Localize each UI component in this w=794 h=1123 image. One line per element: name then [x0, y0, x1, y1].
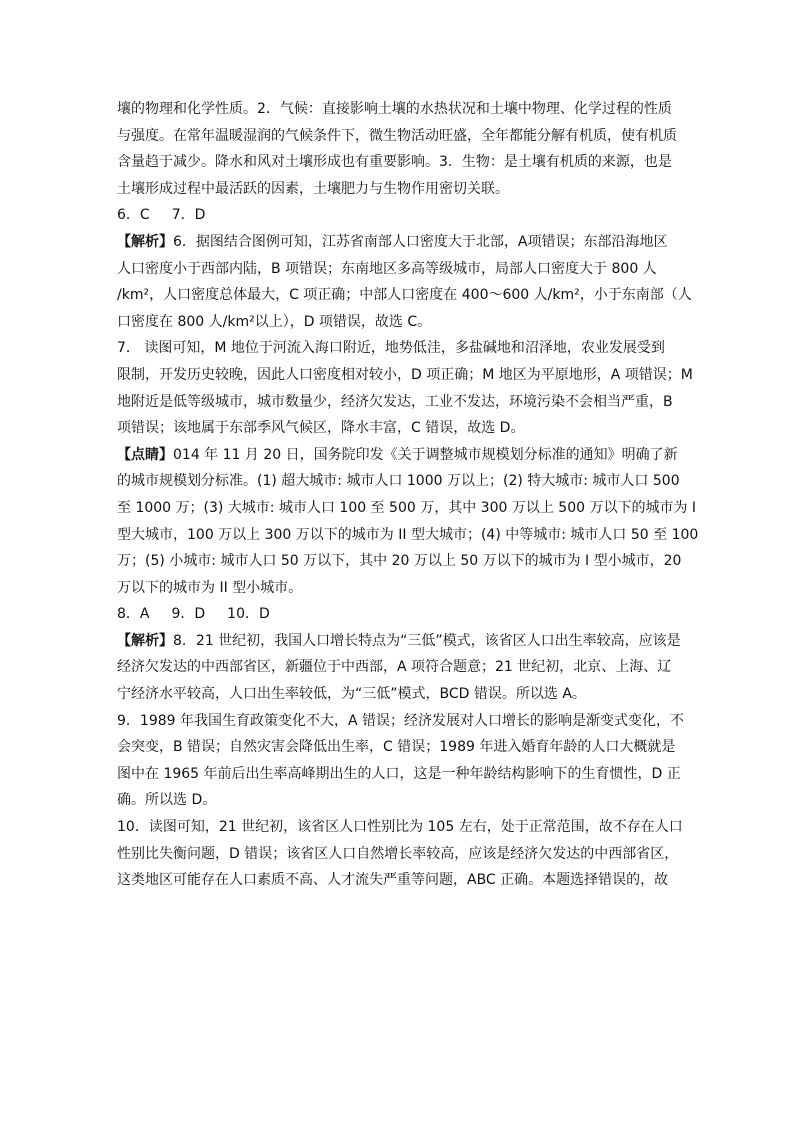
text-line: 确。所以选 D。 [117, 792, 217, 809]
key-point [117, 442, 697, 602]
text-line: 这类地区可能存在人口素质不高、人才流失严重等问题，ABC 正确。本题选择错误的，故 [117, 872, 669, 889]
analysis-8 [117, 628, 697, 708]
answer-row-8-10 [117, 601, 697, 628]
analysis-10 [117, 814, 697, 894]
text-line: 6．据图结合图例可知，江苏省南部人口密度大于北部，A项错误；东部沿海地区 [173, 233, 668, 250]
text-line: 8．21 世纪初，我国人口增长特点为“三低”模式，该省区人口出生率较高，应该是 [173, 632, 681, 649]
text-line: 人口密度小于西部内陆，B 项错误；东南地区多高等级城市，局部人口密度大于 800 人 [117, 260, 657, 277]
text-line: 性别比失衡问题，D 错误；该省区人口自然增长率较高，应该是经济欠发达的中西部省区， [117, 845, 679, 862]
text-line: 宁经济水平较高，人口出生率较低，为“三低”模式，BCD 错误。所以选 A。 [117, 686, 586, 703]
analysis-label: 【解析】 [117, 233, 173, 250]
key-point-label: 【点睛】 [117, 446, 173, 463]
text-line: 土壤形成过程中最活跃的因素，土壤肥力与生物作用密切关联。 [117, 180, 509, 197]
text-line: /km²，人口密度总体最大，C 项正确；中部人口密度在 400～600 人/km²，小于东南部（人 [117, 287, 692, 304]
analysis-7 [117, 335, 697, 441]
text-line: 口密度在 800 人/km²以上），D 项错误，故选 C。 [117, 313, 432, 330]
answer-10: 10．D [227, 606, 270, 623]
answer-row-6-7 [117, 202, 697, 229]
text-line: 项错误；该地属于东部季风气候区，降水丰富，C 错误，故选 D。 [117, 420, 525, 437]
text-line: 含量趋于减少。降水和风对土壤形成也有重要影响。3．生物：是土壤有机质的来源，也是 [117, 154, 672, 171]
analysis-label: 【解析】 [117, 632, 173, 649]
text-line: 图中在 1965 年前后出生率高峰期出生的人口，这是一种年龄结构影响下的生育惯性，D 正 [117, 765, 681, 782]
text-line: 限制，开发历史较晚，因此人口密度相对较小，D 项正确；M 地区为平原地形，A 项错误；M [117, 366, 693, 383]
analysis-6 [117, 229, 697, 335]
answer-8: 8．A [117, 606, 150, 623]
text-line: 与强度。在常年温暖湿润的气候条件下，微生物活动旺盛，全年都能分解有机质，使有机质 [117, 127, 677, 144]
document-page [117, 96, 697, 894]
answer-9: 9．D [171, 606, 206, 623]
text-line: 会突变，B 错误；自然灾害会降低出生率，C 错误；1989 年进入婚育年龄的人口大概就是 [117, 739, 676, 756]
text-line: 型大城市，100 万以上 300 万以下的城市为 II 型大城市；(4) 中等城市: 城市人口 50 至 100 [117, 526, 699, 543]
paragraph-soil-factors [117, 96, 697, 202]
text-line: 至 1000 万；(3) 大城市: 城市人口 100 至 500 万，其中 300 万以上 500 万以下的城市为 I [117, 499, 697, 516]
text-line: 的城市规模划分标准。(1) 超大城市: 城市人口 1000 万以上；(2) 特大城市: 城市人口 500 [117, 473, 680, 490]
analysis-9 [117, 708, 697, 814]
text-line: 万；(5) 小城市: 城市人口 50 万以下，其中 20 万以上 50 万以下的城市为 I 型小城市，20 [117, 553, 682, 570]
text-line: 壤的物理和化学性质。2．气候：直接影响土壤的水热状况和土壤中物理、化学过程的性质 [117, 101, 672, 117]
text-line: 9．1989 年我国生育政策变化不大，A 错误；经济发展对人口增长的影响是渐变式变化，不 [117, 712, 685, 729]
text-line: 经济欠发达的中西部省区，新疆位于中西部，A 项符合题意；21 世纪初，北京、上海、辽 [117, 659, 672, 676]
text-line: 10．读图可知，21 世纪初，该省区人口性别比为 105 左右，处于正常范围，故不存在人口 [117, 819, 683, 836]
text-line: 014 年 11 月 20 日，国务院印发《关于调整城市规模划分标准的通知》明确了新 [173, 446, 678, 463]
text-line: 万以下的城市为 II 型小城市。 [117, 579, 303, 596]
text-line: 7． 读图可知，M 地位于河流入海口附近，地势低洼，多盐碱地和沼泽地，农业发展受到 [117, 340, 665, 357]
text-line: 地附近是低等级城市，城市数量少，经济欠发达，工业不发达，环境污染不会相当严重，B [117, 393, 673, 410]
answer-7: 7．D [171, 207, 206, 224]
answer-6: 6．C [117, 207, 150, 224]
